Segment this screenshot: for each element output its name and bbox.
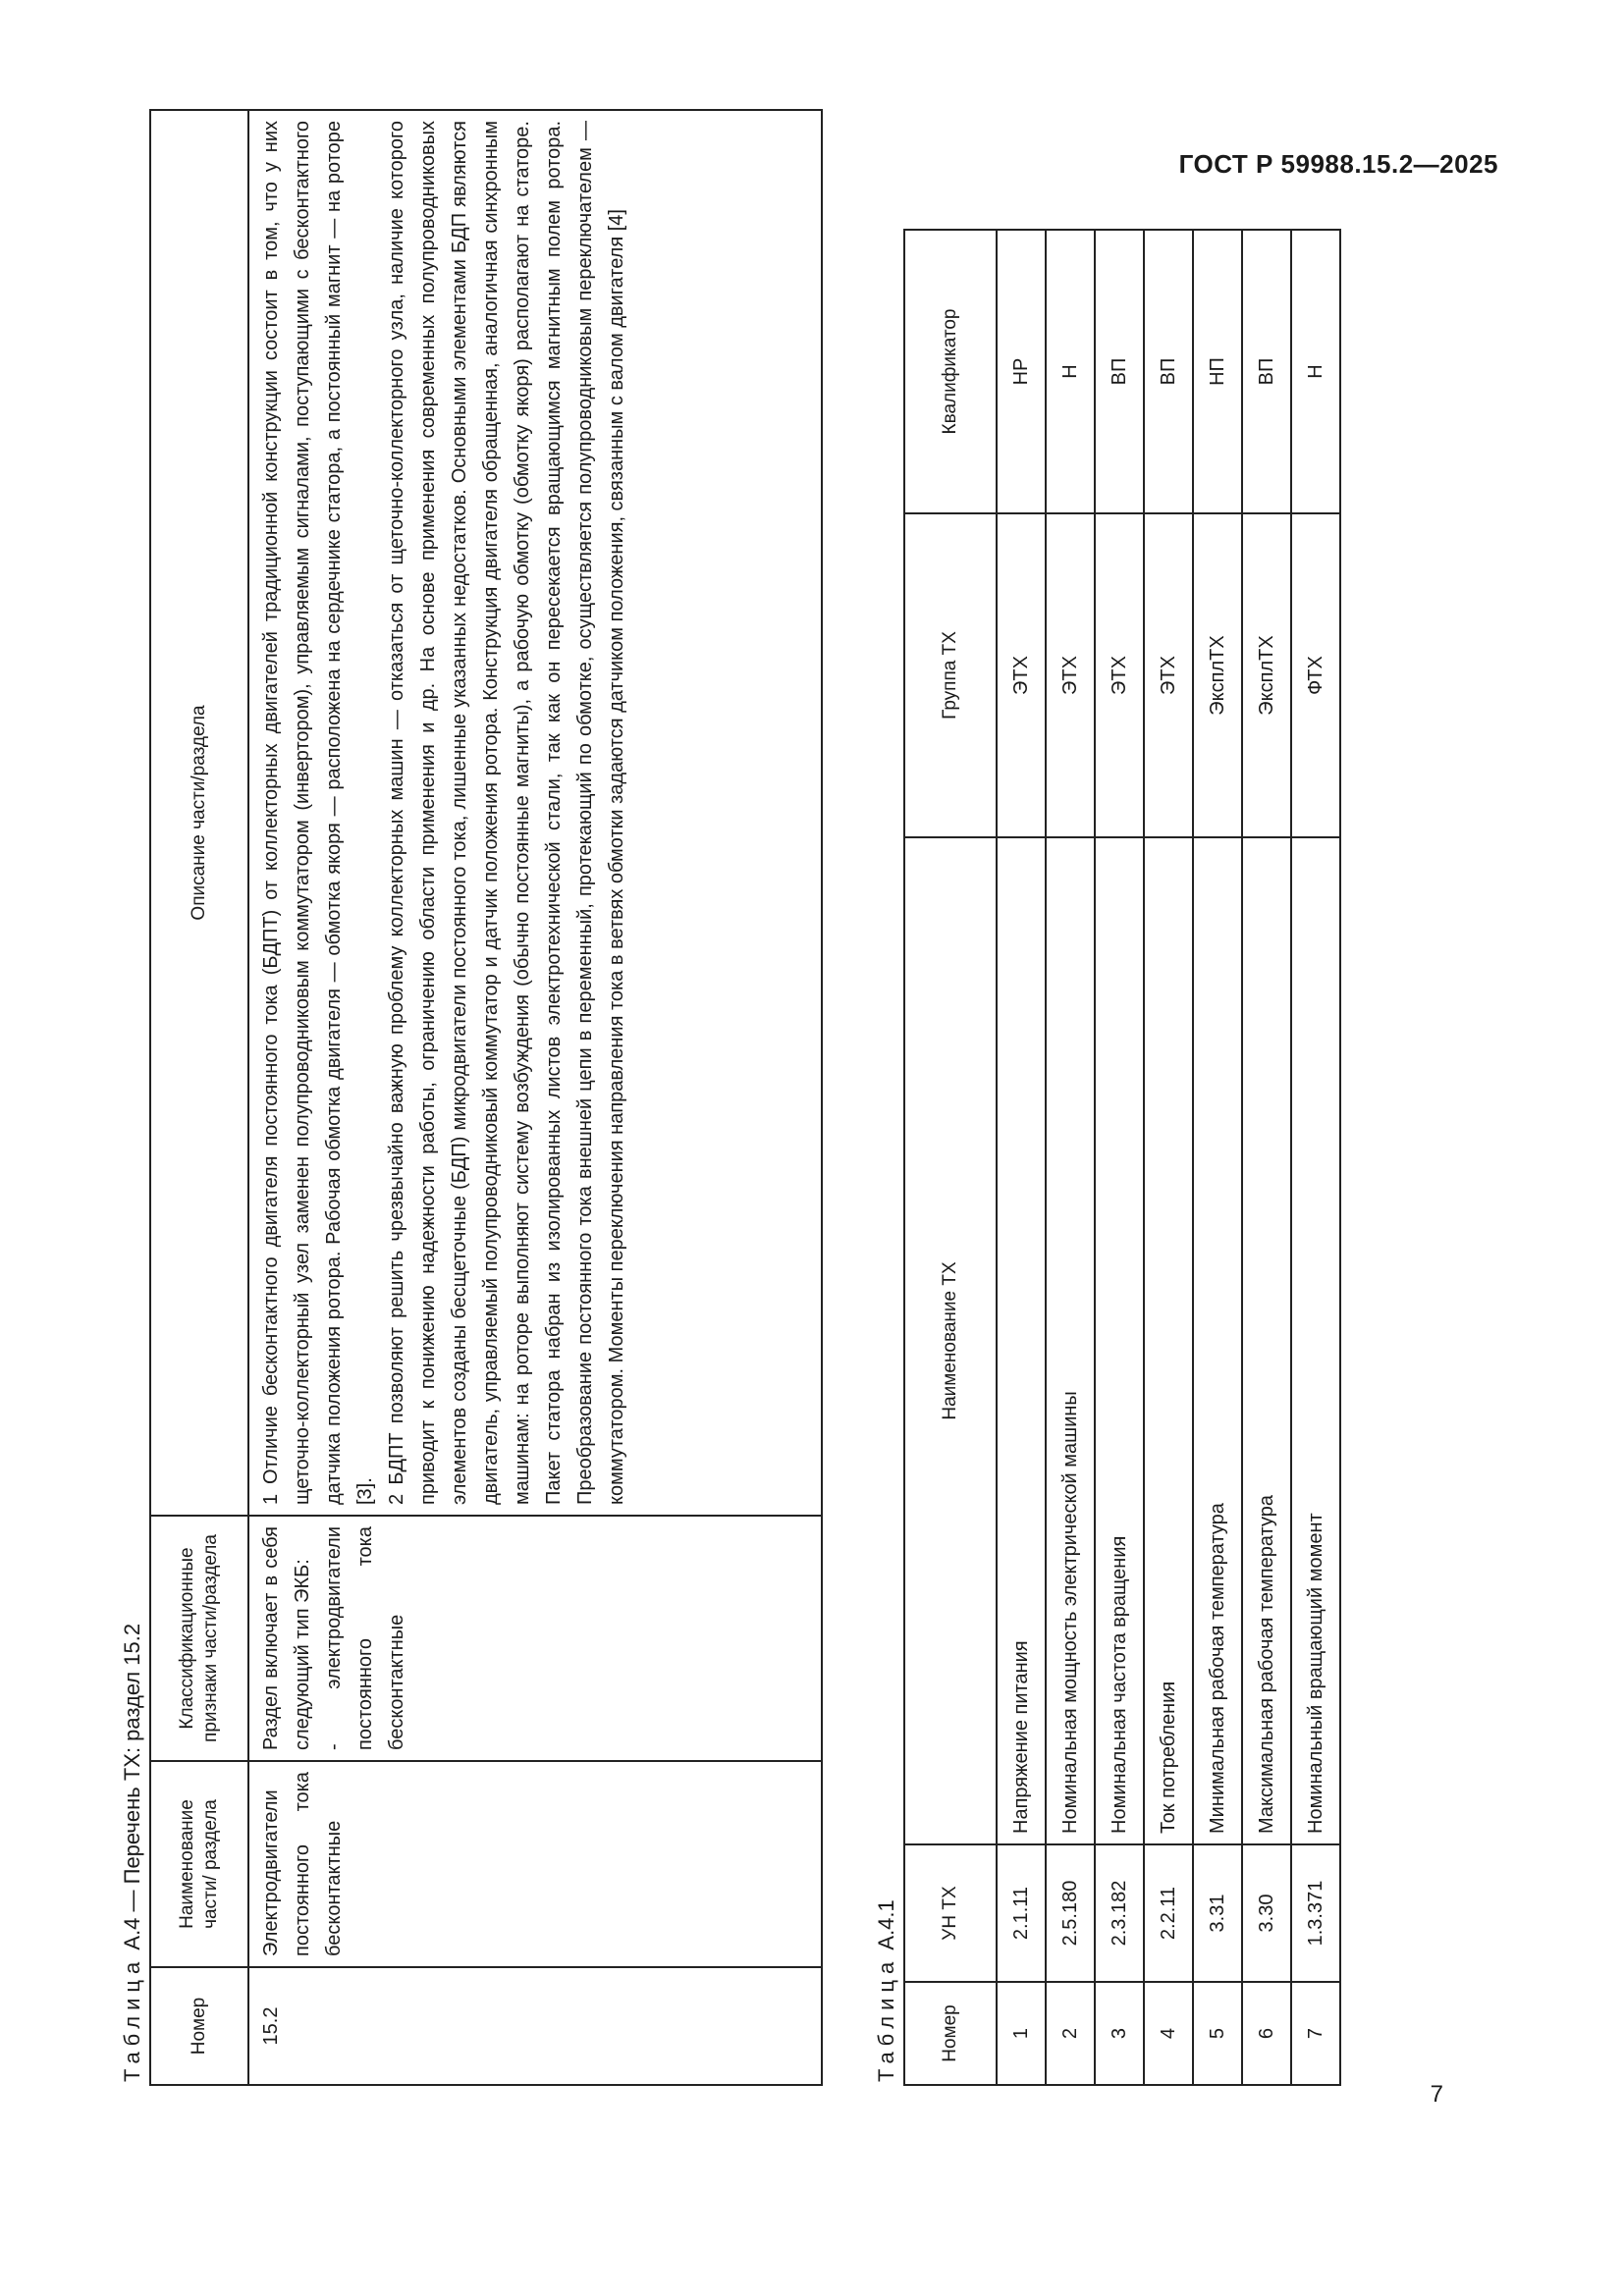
table-row	[1095, 230, 1144, 2085]
row-group: ЭксплТХ	[1242, 513, 1291, 837]
row-qualifier: Н	[1291, 230, 1340, 513]
row-qualifier: НР	[997, 230, 1046, 513]
row-name: Номинальная мощность электрической машины	[1046, 837, 1095, 1844]
table-a4-header-description: Описание части/раздела	[150, 110, 248, 1516]
table-a4-header-number: Номер	[150, 1967, 248, 2085]
table-a41-header-code: УН ТХ	[904, 1844, 997, 1982]
table-a4-cell-name: Электродвигатели постоянного тока бесконтактные	[248, 1761, 822, 1967]
table-a4-caption-text: А.4 — Перечень ТХ: раздел 15.2	[120, 1623, 144, 1950]
row-number: 1	[997, 1982, 1046, 2085]
row-group: ЭксплТХ	[1193, 513, 1242, 837]
standard-code-header: ГОСТ Р 59988.15.2—2025	[1178, 149, 1498, 179]
row-qualifier: НП	[1193, 230, 1242, 513]
row-name: Минимальная рабочая температура	[1193, 837, 1242, 1844]
row-qualifier: ВП	[1144, 230, 1193, 513]
row-name: Напряжение питания	[997, 837, 1046, 1844]
row-name: Номинальная частота вращения	[1095, 837, 1144, 1844]
table-row	[1144, 230, 1193, 2085]
table-row	[1291, 230, 1340, 2085]
table-a41-header-qualifier: Квалификатор	[904, 230, 997, 513]
row-qualifier: ВП	[1095, 230, 1144, 513]
table-row	[1046, 230, 1095, 2085]
table-row	[1242, 230, 1291, 2085]
table-a4-cell-features: Раздел включает в себя следующий тип ЭКБ: - электродвигатели постоянного тока бесконтактные	[248, 1516, 822, 1761]
table-a4-header-name: Наименование части/ раздела	[150, 1761, 248, 1967]
row-code: 1.3.371	[1291, 1844, 1340, 1982]
page-number: 7	[1430, 2081, 1443, 2108]
row-group: ФТХ	[1291, 513, 1340, 837]
row-code: 2.2.11	[1144, 1844, 1193, 1982]
table-a41-header-group: Группа ТХ	[904, 513, 997, 837]
table-a4-caption	[116, 111, 149, 2086]
row-number: 5	[1193, 1982, 1242, 2085]
table-a4-block	[116, 111, 823, 2086]
row-code: 2.1.11	[997, 1844, 1046, 1982]
table-row	[1193, 230, 1242, 2085]
row-code: 2.5.180	[1046, 1844, 1095, 1982]
table-row	[997, 230, 1046, 2085]
table-a4	[149, 109, 823, 2086]
row-number: 6	[1242, 1982, 1291, 2085]
table-a4-header-features: Классификационные признаки части/раздела	[150, 1516, 248, 1761]
table-a41	[903, 229, 1341, 2086]
table-a41-caption-prefix: Таблица	[874, 1955, 898, 2082]
row-qualifier: Н	[1046, 230, 1095, 513]
row-code: 3.30	[1242, 1844, 1291, 1982]
row-number: 7	[1291, 1982, 1340, 2085]
table-a41-caption	[870, 231, 903, 2086]
row-qualifier: ВП	[1242, 230, 1291, 513]
row-number: 2	[1046, 1982, 1095, 2085]
table-a41-header-name: Наименование ТХ	[904, 837, 997, 1844]
table-a41-header-number: Номер	[904, 1982, 997, 2085]
table-a41-block	[870, 231, 1341, 2086]
row-name: Ток потребления	[1144, 837, 1193, 1844]
row-name: Максимальная рабочая температура	[1242, 837, 1291, 1844]
description-paragraph-1: 1 Отличие бесконтактного двигателя постоянного тока (БДПТ) от коллекторных двигателей традиционной конструкции состоит в том, что у них щеточно-коллекторный узел заменен полупроводниковым коммутатором (инвертором), управляемым сигналами, поступающими с бесконтактного датчика положения ротора. Рабочая обмотка двигателя — обмотка якоря — расположена на сердечнике статора, а постоянный магнит — на роторе [3].	[260, 121, 376, 1505]
description-paragraph-2: 2 БДПТ позволяют решить чрезвычайно важную проблему коллекторных машин — отказаться от щеточно-коллекторного узла, наличие которого приводит к понижению надежности работы, ограничению области применения и др. На основе применения современных полупроводниковых элементов созданы бесщеточные (БДП) микродвигатели постоянного тока, лишенные указанных недостатков. Основными элементами БДП являются двигатель, управляемый полупроводниковый коммутатор и датчик положения ротора. Конструкция двигателя обращенная, аналогичная синхронным машинам: на роторе выполняют систему возбуждения (обычно постоянные магниты), а рабочую обмотку (обмотку якоря) располагают на статоре. Пакет статора набран из изолированных листов электротехнической стали, так как он пересекается вращающимся магнитным полем ротора. Преобразование постоянного тока внешней цепи в переменный, протекающий по обмотке, осуществляется полупроводниковым переключателем — коммутатором. Моменты переключения направления тока в ветвях обмотки задаются датчиком положения, связанным с валом двигателя [4]	[386, 121, 627, 1505]
row-code: 3.31	[1193, 1844, 1242, 1982]
row-group: ЭТХ	[1144, 513, 1193, 837]
row-number: 3	[1095, 1982, 1144, 2085]
table-a4-caption-prefix: Таблица	[120, 1955, 144, 2082]
row-number: 4	[1144, 1982, 1193, 2085]
row-group: ЭТХ	[1046, 513, 1095, 837]
row-group: ЭТХ	[1095, 513, 1144, 837]
row-group: ЭТХ	[997, 513, 1046, 837]
row-name: Номинальный вращающий момент	[1291, 837, 1340, 1844]
row-code: 2.3.182	[1095, 1844, 1144, 1982]
table-a4-cell-description	[248, 110, 822, 1516]
table-a41-caption-text: А.4.1	[874, 1899, 898, 1950]
table-row	[248, 110, 822, 2085]
table-a4-cell-number: 15.2	[248, 1967, 822, 2085]
